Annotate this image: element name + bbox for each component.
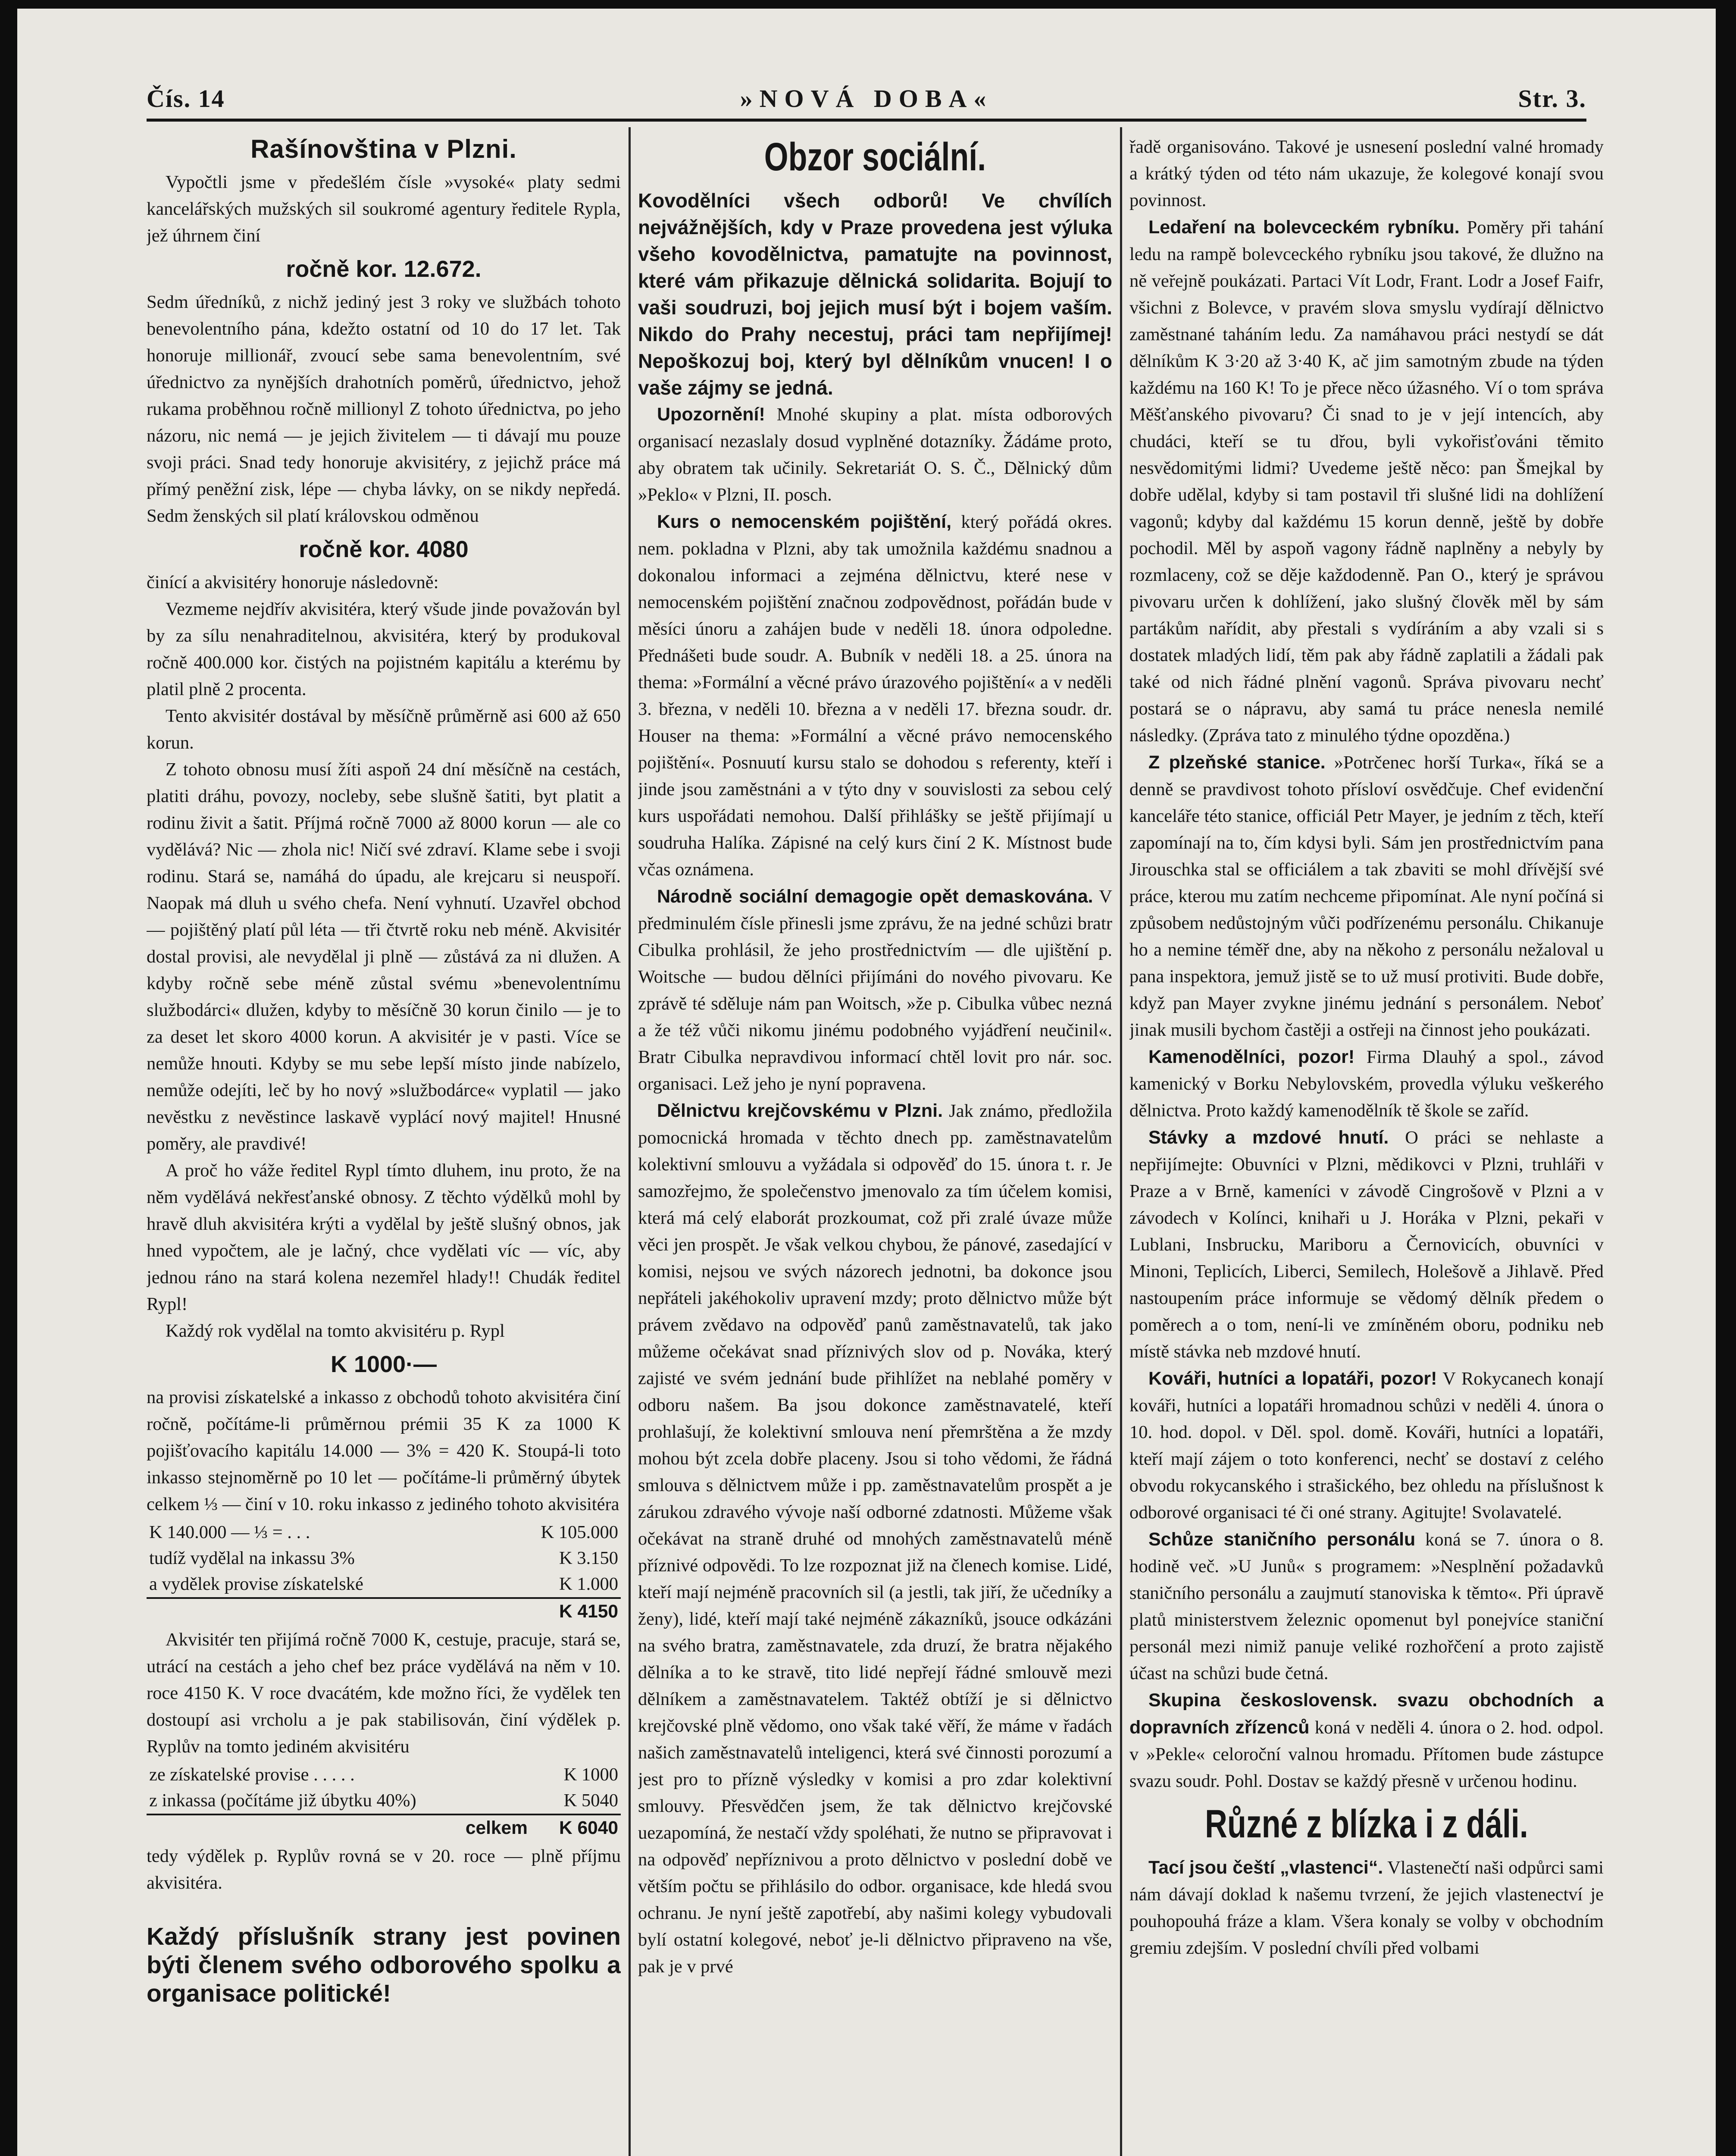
news-item — [1129, 749, 1604, 1044]
calc-label: tudíž vydělal na inkassu 3% — [149, 1548, 355, 1568]
calc-row — [147, 1545, 621, 1571]
item-title: Dělnictvu krejčovskému v Plzni. — [657, 1100, 943, 1121]
section-heading: Různé z blízka i z dáli. — [1205, 1802, 1528, 1846]
calc-label: z inkassa (počítáme již úbytku 40%) — [149, 1790, 416, 1811]
paragraph: Tento akvisitér dostával by měsíčně průměrně asi 600 až 650 korun. — [147, 706, 621, 753]
column-divider — [629, 127, 631, 2156]
issue-number: Čís. 14 — [147, 85, 225, 113]
item-title: Kamenodělníci, pozor! — [1148, 1047, 1355, 1067]
news-item — [1129, 1687, 1604, 1795]
paragraph: tedy výdělek p. Ryplův rovná se v 20. roce — plně příjmu akvisitéra. — [147, 1846, 621, 1893]
news-item — [638, 1097, 1112, 1980]
item-text: V předminulém čísle přinesli jsme zprávu, že na jedné schůzi bratr Cibulka prohlásil, že jeho prostřednictvím — dle ujištění p. Woitsche — budou dělníci přijímáni do nového pivovaru. Ke zprávě té sděluje nám pan Woitsch, »že p. Cibulka vůbec nezná a že též vůči nikomu jinému podobného vyjádření neučinil«. Bratr Cibulka nepravdivou informací chtěl lovit pro nár. soc. organisaci. Lež jeho je nyní popravena. — [638, 887, 1112, 1094]
highlight-amount: K 1000·— — [330, 1351, 437, 1377]
item-title: Kováři, hutníci a lopatáři, pozor! — [1148, 1368, 1437, 1389]
item-title: Z plzeňské stanice. — [1148, 752, 1326, 773]
calc-value: K 1.000 — [559, 1574, 618, 1594]
paragraph: řadě organisováno. Takové je usnesení poslední valné hromady a krátký týden od této nám ukazuje, že kolegové konají svou povinnost. — [1129, 137, 1604, 210]
news-item — [638, 883, 1112, 1097]
paragraph: A proč ho váže ředitel Rypl tímto dluhem, inu proto, že na něm vydělává nekřesťanské obnosy. Z těchto výdělků mohl by hravě dluh akvisitéra krýti a vydělal by ještě slušný obnos, jak hned vypočtem, ale je lačný, chce vydělati víc — víc, aby jednou ráno na stará kolena nezemřel hlady!! Chudák ředitel Rypl! — [147, 1160, 621, 1314]
calc-value: K 5040 — [563, 1790, 618, 1811]
calc-label: a vydělek provise získatelské — [149, 1574, 363, 1594]
calc-label: ze získatelské provise . . . . . — [149, 1764, 355, 1785]
highlight-amount: ročně kor. 4080 — [299, 536, 469, 562]
calc-value: K 105.000 — [541, 1522, 618, 1542]
item-title: Tací jsou čeští „vlastenci“. — [1148, 1857, 1383, 1878]
paragraph: Z tohoto obnosu musí žíti aspoň 24 dní měsíčně na cestách, platiti dráhu, povozy, nocleby, sebe slušně šatiti, byt platit a rodinu živit a šatit. Příjmá ročně 7000 až 8000 korun — ale co vydělává? Nic — zhola nic! Ničí své zdraví. Klame sebe i svoji rodinu. Stará se, namáhá do úpadu, ale krejcaru si neuspoří. Naopak má dluh u svého chefa. Není vyhnutí. Uzavřel obchod — pojištěný platí půl léta — tři čtvrtě roku neb méně. Akvisitér dostal provisi, ale nevydělal ji plně — zůstává za ni dlužen. A kdyby ročně sebe méně zůstal svému »benevolentnímu službodárci« dlužen, kdyby to měsíčně 30 korun činilo — je to za deset let skoro 4000 korun. A akvisitér je v pasti. Více se nemůže hnouti. Kdyby se mu sebe lepší místo jinde nabízelo, nemůže odejíti, leč by ho nový »službodárce« vyplatil — jako nevěstku z nevěstince laskavě vyplácí nový majitel! Hnusné poměry, ale pravdivé! — [147, 759, 621, 1154]
item-text: koná v neděli 4. února o 2. hod. odpol. v »Pekle« celoroční valnou hromadu. Přítomen bude zástupce svazu soudr. Pohl. Dostav se každý přesně v určenou hodinu. — [1129, 1717, 1604, 1791]
calc-value: K 1000 — [563, 1764, 618, 1785]
paragraph: činící a akvisitéry honoruje následovně: — [147, 572, 439, 592]
column-left — [147, 134, 621, 2156]
party-appeal: Každý příslušník strany jest povinen býti členem svého odborového spolku a organisace politické! — [147, 1923, 621, 2007]
calc-row — [147, 1762, 621, 1788]
column-right — [1129, 134, 1604, 2156]
paragraph: Sedm úředníků, z nichž jediný jest 3 roky ve službách tohoto benevolentního pána, kdežto ostatní od 10 do 17 let. Tak honoruje millionář, zvoucí sebe sama benevolentním, své úřednictvo za nynějších drahotních poměrů, úřednictvo, jehož rukama proběhnou ročně millionyl Z tohoto úřednictva, po jeho názoru, nic nemá — je jejich živitelem — ti dávají mu pouze svoji práci. Snad tedy honoruje akvisitéry, z jejichž práce má přímý peněžní zisk, lépe — chyba lávky, on se nikdy nepředá. Sedm ženských sil platí královskou odměnou — [147, 292, 621, 526]
news-item — [1129, 1365, 1604, 1526]
calculation-table — [147, 1520, 621, 1625]
calculation-table — [147, 1762, 621, 1841]
news-item — [1129, 1044, 1604, 1124]
calc-row — [147, 1788, 621, 1814]
paragraph: Akvisitér ten přijímá ročně 7000 K, cestuje, pracuje, stará se, utrácí na cestách a jeho chef bez práce vydělává na něm v 10. roce 4150 K. V roce dvacátém, kde možno říci, že vydělek ten dostoupí asi vrcholu a je pak stabilisován, činí výdělek p. Ryplův na tomto jediném akvisitéru — [147, 1630, 621, 1757]
news-item — [638, 401, 1112, 508]
news-item — [1129, 1124, 1604, 1365]
page-number: Str. 3. — [1518, 85, 1586, 113]
item-title: Kurs o nemocenském pojištění, — [657, 511, 952, 532]
calc-value: K 3.150 — [559, 1548, 618, 1568]
item-text: »Potrčenec horší Turka«, říká se a denně se pravdivost tohoto přísloví osvědčuje. Chef evidenční kanceláře této stanice, officiál Petr Mayer, je jedním z těch, kteří zapomínají na to, čím kdysi byli. Sám jen prostřednictvím pana Jirouschka stal se officiálem a tak zbaviti se mohl dřívější své práce, kterou mu zatím nechceme připomínat. Ale nyní počíná si způsobem nedůstojným vůči podřízenému personálu. Chikanuje ho a nemine téměř dne, aby na někoho z personálu nežaloval u pana inspektora, jemuž jistě se to už musí protiviti. Bude dobře, když pan Mayer zvykne jinému jednání s personálem. Neboť jinak musili bychom častěji a ostřeji na činnost jeho poukázati. — [1129, 752, 1604, 1040]
item-text: Vlastenečtí naši odpůrci sami nám dávají doklad k našemu tvrzení, že jejich vlastenectví je pouhopouhá fráze a klam. Všera konaly se volby v obchodním gremiu zdejším. V poslední chvíli před volbami — [1129, 1858, 1604, 1958]
item-text: Jak známo, předložila pomocnická hromada v těchto dnech pp. zaměstnavatelům kolektivní smlouvu a vyžádala si odpověď do 15. února t. r. Je samozřejmo, že společenstvo jmenovalo za tím účelem komisi, která má celý elaborát prozkoumat, což při zralé úvaze může věci jen prospět. Je však velkou chybou, že pánové, zasedající v komisi, nejsou ve svých názorech jednotni, ba dokonce jsou nepřáteli jakéhokoliv upravení mzdy; proto dělnictvo může být právem zvědavo na odpověď panů zaměstnavatelů, tak jako můžeme očekávat snad příznivých slov od p. Nováka, který zajisté ve svém jednání bude přihlížet na neblahé poměry v odboru našem. Ba jsou dokonce zaměstnavatelé, kteří prohlašují, že kolektivní smlouva není přemrštěna a že mzdy mohou být zcela dobře placeny. Jsou si toho vědomi, že řádná smlouva s dělnictvem může i pp. zaměstnavatelům prospět a je zárukou zdravého vývoje naší odborné zdatnosti. Můžeme však očekávat na straně druhé od mnohých zaměstnavatelů méně příznivé odpovědi. To lze rozpoznat již na členech komise. Lidé, kteří mají nejméně pracovních sil (a jestli, tak jiří, že učedníky a ženy), lidé, kteří mají také nejméně zákazníků, jsouce odkázáni na svého bratra, zaměstnavatele, zda druzí, že bratra nějakého dělníka a to ke stravě, tito lidé nepřejí řádné smlouvě mezi dělníkem a zaměstnavatelem. Taktéž obtíží je si dělnictvo krejčovské plně vědomo, ono však také věří, že máme v řadách našich zaměstnavatelů inteligenci, která své činnosti porozumí a jest pro to přízně výsledky v komisi a pro zdar kolektivní smlouvy. Přesvědčen jsem, že tak dělnictvo krejčovské uezapomíná, že nestačí vždy spoléhati, že nutno se připravovat i na odpověď nepříznivou a proto dělnictvo v poslední době ve větším počtu se přihlásilo do odbor. organisace, kde hledá svou ochranu. Je nyní ještě zapotřebí, aby našimi kolegy vybudovali bylí ostatní kolegové, neboť je-li dělnictvo připraveno na vše, pak je v prvé — [638, 1101, 1112, 1977]
item-text: O práci se nehlaste a nepřijímejte: Obuvníci v Plzni, mědikovci v Plzni, truhláři v Praze a v Brně, kameníci v závodě Cingrošově v Plzni a v závodech v Kolínci, knihaři u J. Horáka v Plzni, pekaři v Lublani, Insbrucku, Mariboru a Černovicích, obuvníci v Minoni, Teplicích, Liberci, Semilech, Holešově a Jihlavě. Před nastoupením práce informuje se vědomý dělník předem o poměrech a o tom, není-li ve zmíněném oboru, podniku neb místě stávka neb mzdové hnutí. — [1129, 1128, 1604, 1362]
paragraph: na provisi získatelské a inkasso z obchodů tohoto akvisitéra činí ročně, počítáme-li průměrnou prémii 35 K za 1000 K pojišťovacího kapitálu 14.000 — 3% = 420 K. Stoupá-li toto inkasso stejnoměrně po 10 let — počítáme-li průměrný úbytek celkem ⅓ — činí v 10. roku inkasso z jediného tohoto akvisitéra — [147, 1387, 621, 1514]
item-text: V Rokycanech konají kováři, hutníci a lopatáři hromadnou schůzi v neděli 4. února o 10. hod. dopol. v Děl. spol. domě. Kováři, hutníci a lopatáři, kteří mají zájem o toto konferenci, nechť se dostaví z celého obvodu rokycanského i strašického, bez ohledu na příslušnost k odborové organisaci té či oné strany. Agitujte! Svolavatelé. — [1129, 1369, 1604, 1523]
item-title: Upozornění! — [657, 404, 765, 425]
paragraph: Každý rok vydělal na tomto akvisitéru p. Rypl — [166, 1321, 505, 1341]
highlight-amount: ročně kor. 12.672. — [286, 256, 482, 282]
item-text: Mnohé skupiny a plat. místa odborových organisací nezaslaly dosud vyplněné dotazníky. Žádáme proto, aby obratem tak učinily. Sekretariát O. S. Č., Dělnický dům »Peklo« v Plzni, II. posch. — [638, 404, 1112, 505]
calc-row — [147, 1571, 621, 1598]
newspaper-title: »NOVÁ DOBA« — [740, 85, 993, 113]
item-text: Poměry při tahání ledu na rampě bolevceckého rybníku jsou takové, že dlužno na ně veřejně poukázati. Partaci Vít Lodr, Frant. Lodr a Josef Faifr, všichni z Bolevce, v pravém slova smyslu vydírají dělnictvo zaměstnané taháním ledu. Za namáhavou práci nestydí se dát dělníkům K 3·20 až 3·40 K, ač jim samotným zbude na týden každému na 160 K! To je přece něco úžasného. Ví o tom správa Měšťanského pivovaru? Či snad to je v její intencích, aby chudáci, kteří se tu dřou, byli vykořisťováni těmito nesvědomitými lidmi? Uvedeme ještě něco: pan Šmejkal by dobře udělal, kdyby si tam postavil tři slušné lidi na dohlížení vagonů; kdyby dal každému 15 korun denně, ještě by dobře pochodil. Měl by aspoň vagony řádně naplněny a nebyly by rozmlaceny, což se děje každodenně. Pan O., který je správou pivovaru určen k dohlížení, jako slušný člověk měl by sám partákům nařídit, aby přestali s vydíráním a aby vzali si s dostatek mladých lidí, těm pak aby řádně zaplatili a žádali pak také od nich řádné plnění vagonů. Správa pivovaru nechť postará se o nápravu, aby samá tu práce nenesla nemilé následky. (Zpráva tato z minulého týdne opozděna.) — [1129, 217, 1604, 746]
calc-label: K 140.000 — ⅓ = . . . — [149, 1522, 310, 1542]
item-title: Ledaření na bolevceckém rybníku. — [1148, 217, 1460, 238]
item-text: Firma Dlauhý a spol., závod kamenický v Borku Nebylovském, provedla výluku veškerého dělnictva. Proto každý kamenodělník tě škole se zaříd. — [1129, 1047, 1604, 1121]
item-text: který pořádá okres. nem. pokladna v Plzni, aby tak umožnila každému snadnou a dokonalou informaci a zejména dělnictvu, které nese v nemocenském pojištění značnou zodpovědnost, pořádán bude v měsíci únoru a zahájen bude v neděli 18. února odpoledne. Přednášeti bude soudr. A. Bubník v neděli 18. a 25. února na thema: »Formální a věcné právo úrazového pojištění« a v neděli 3. března, v neděli 10. března a v neděli 17. března soudr. dr. Houser na thema: »Formální a věcné právo nemocenského pojištění«. Posnuutí kursu stalo se dohodou s referenty, kteří i jinde jsou zaměstnáni a v týto dny v souvislosti za sebou celý kurs uspořádati nemohou. Další přihlášky se ještě přijímají u soudruha Halíka. Zápisné na celý kurs činí 2 K. Místnost bude včas oznámena. — [638, 512, 1112, 880]
calc-total-row — [147, 1598, 621, 1625]
paragraph: Vezmeme nejdřív akvisitéra, který všude jinde považován byl by za sílu nenahraditelnou, akvisitéra, který by produkoval ročně 400.000 kor. čistých na pojistném kapitálu a kterému by platil plně 2 procenta. — [147, 599, 621, 699]
article-heading: Rašínovština v Plzni. — [250, 135, 517, 163]
newspaper-page — [17, 9, 1716, 2156]
calc-total: K 6040 — [530, 1814, 621, 1841]
column-divider — [1120, 127, 1122, 2156]
news-item — [1129, 214, 1604, 749]
item-title: Stávky a mzdové hnutí. — [1148, 1127, 1389, 1148]
paragraph: Vypočtli jsme v předešlém čísle »vysoké« platy sedmi kancelářských mužských sil soukromé agentury ředitele Rypla, jež úhrnem činí — [147, 172, 621, 246]
news-item — [1129, 1526, 1604, 1687]
calc-total-row — [147, 1814, 621, 1841]
calc-total: K 4150 — [491, 1598, 621, 1625]
header-rule — [147, 119, 1586, 122]
section-heading: Obzor sociální. — [764, 135, 986, 179]
news-item — [1129, 1854, 1604, 1962]
lead-appeal: Kovodělníci všech odborů! Ve chvílích nejvážnějších, kdy v Praze provedena jest výluka všeho kovodělnictva, pamatujte na povinnost, které vám přikazuje dělnická solidarita. Bojují to vaši soudruzi, boj jejich musí být i bojem vaším. Nikdo do Prahy necestuj, práci tam nepřijímej! Nepoškozuj boj, který byl dělníkům vnucen! I o vaše zájmy se jedná. — [638, 189, 1112, 399]
item-title: Schůze staničního personálu — [1148, 1529, 1416, 1550]
item-title: Skupina československ. svazu obchodních a dopravních zřízenců — [1129, 1690, 1604, 1738]
calc-total-label: celkem — [147, 1814, 530, 1841]
item-text: koná se 7. února o 8. hodině več. »U Junů« s programem: »Nesplnění požadavků staničního personálu a zaujmutí stanoviska k těmto«. Při úpravě platů ministerstvem železnic opomenut byl ponejvíce staniční personál mezi nimiž panuje veliké rozhořčení a proto zajistě účast na schůzi bude četná. — [1129, 1529, 1604, 1683]
calc-row — [147, 1520, 621, 1545]
news-item — [638, 508, 1112, 883]
item-title: Národně sociální demagogie opět demaskována. — [657, 886, 1093, 907]
column-middle — [638, 134, 1112, 2156]
